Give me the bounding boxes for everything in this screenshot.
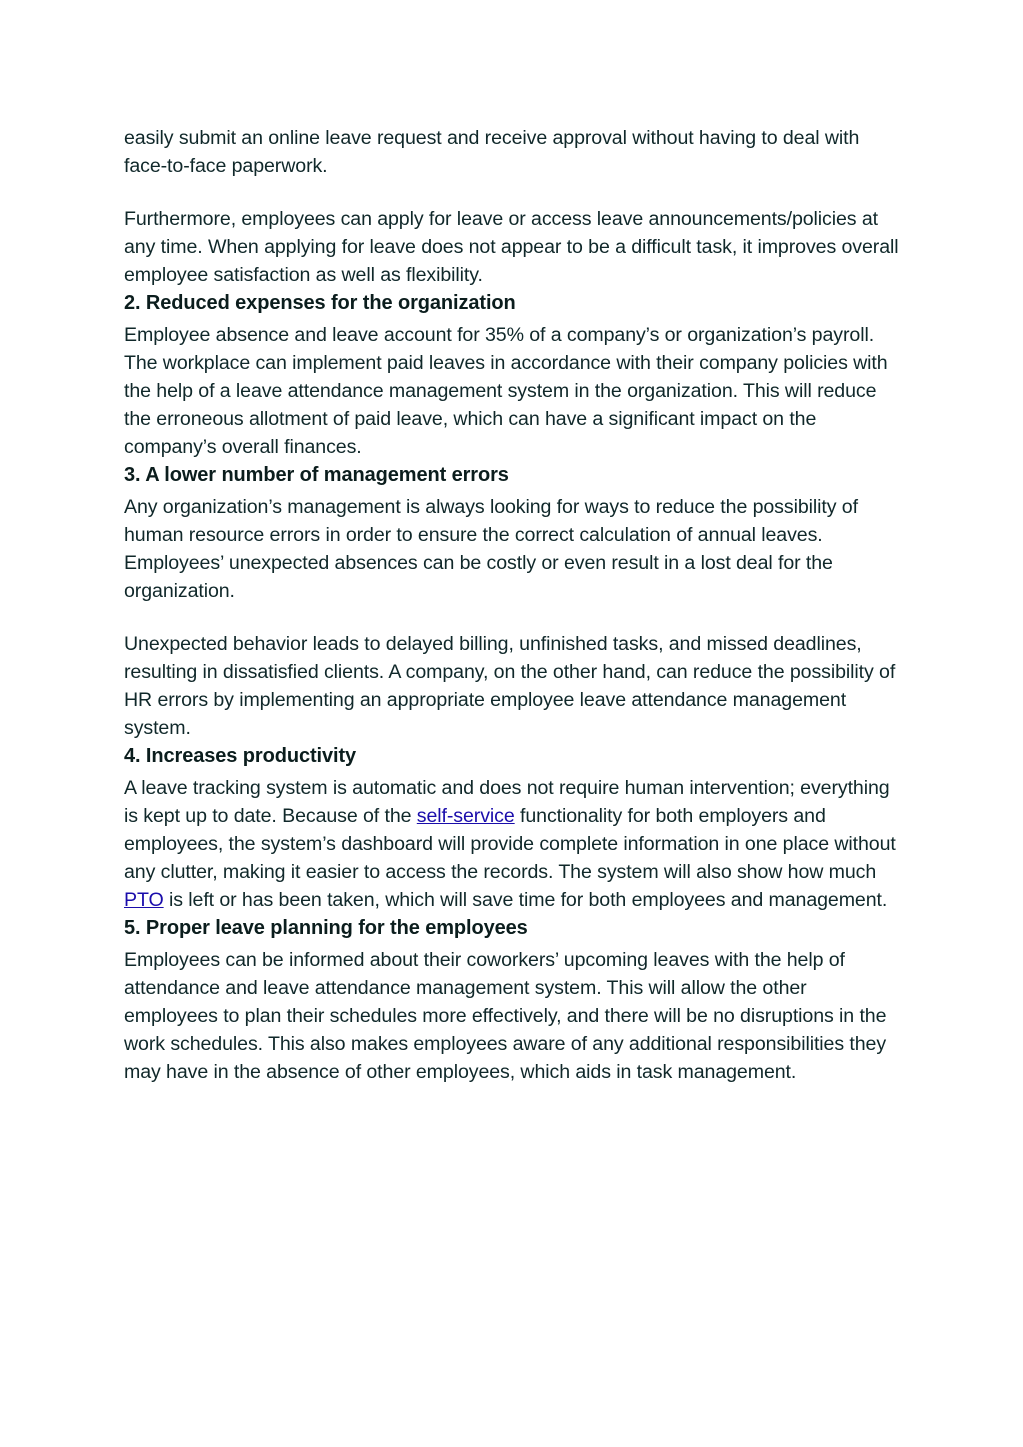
section-heading-leave-planning: 5. Proper leave planning for the employees bbox=[124, 917, 528, 939]
intro-paragraph-2: Furthermore, employees can apply for leave or access leave announcements/policies at any time. When applying for leave does not appear to be a difficult task, it improves overall employee satisfaction as well as flexibility. bbox=[124, 208, 899, 286]
productivity-text-a: A leave tracking system is automatic and does not require human intervention; everything is kept up to date. Because of the bbox=[124, 777, 890, 827]
section-heading-reduced-expenses: 2. Reduced expenses for the organization bbox=[124, 292, 516, 314]
productivity-text-c: is left or has been taken, which will save time for both employees and management. bbox=[163, 889, 888, 911]
section-body-reduced-expenses: Employee absence and leave account for 35% of a company’s or organization’s payroll. The workplace can implement paid leaves in accordance with their company policies with the help of a leave attendance management system in the organization. This will reduce the erroneous allotment of paid leave, which can have a significant impact on the company’s overall finances. bbox=[124, 324, 888, 458]
document-page bbox=[124, 124, 904, 1086]
self-service-link[interactable]: self-service bbox=[416, 805, 515, 827]
section-body-productivity bbox=[124, 774, 904, 914]
section-heading-management-errors: 3. A lower number of management errors bbox=[124, 464, 509, 486]
productivity-text-b: functionality for both employers and employees, the system’s dashboard will provide complete information in one place without any clutter, making it easier to access the records. The system will also show how much bbox=[124, 805, 896, 883]
section-body-management-errors: Any organization’s management is always looking for ways to reduce the possibility of human resource errors in order to ensure the correct calculation of annual leaves. Employees’ unexpected absences can be costly or even result in a lost deal for the organization. bbox=[124, 496, 858, 602]
intro-paragraph-1: easily submit an online leave request and receive approval without having to deal with face-to-face paperwork. bbox=[124, 127, 860, 177]
section-heading-productivity: 4. Increases productivity bbox=[124, 745, 357, 767]
section-body-management-errors-2: Unexpected behavior leads to delayed billing, unfinished tasks, and missed deadlines, resulting in dissatisfied clients. A company, on the other hand, can reduce the possibility of HR errors by implementing an appropriate employee leave attendance management system. bbox=[124, 633, 896, 739]
section-body-leave-planning: Employees can be informed about their coworkers’ upcoming leaves with the help of attendance and leave attendance management system. This will allow the other employees to plan their schedules more effectively, and there will be no disruptions in the work schedules. This also makes employees aware of any additional responsibilities they may have in the absence of other employees, which aids in task management. bbox=[124, 949, 887, 1083]
pto-link[interactable]: PTO bbox=[124, 889, 164, 911]
